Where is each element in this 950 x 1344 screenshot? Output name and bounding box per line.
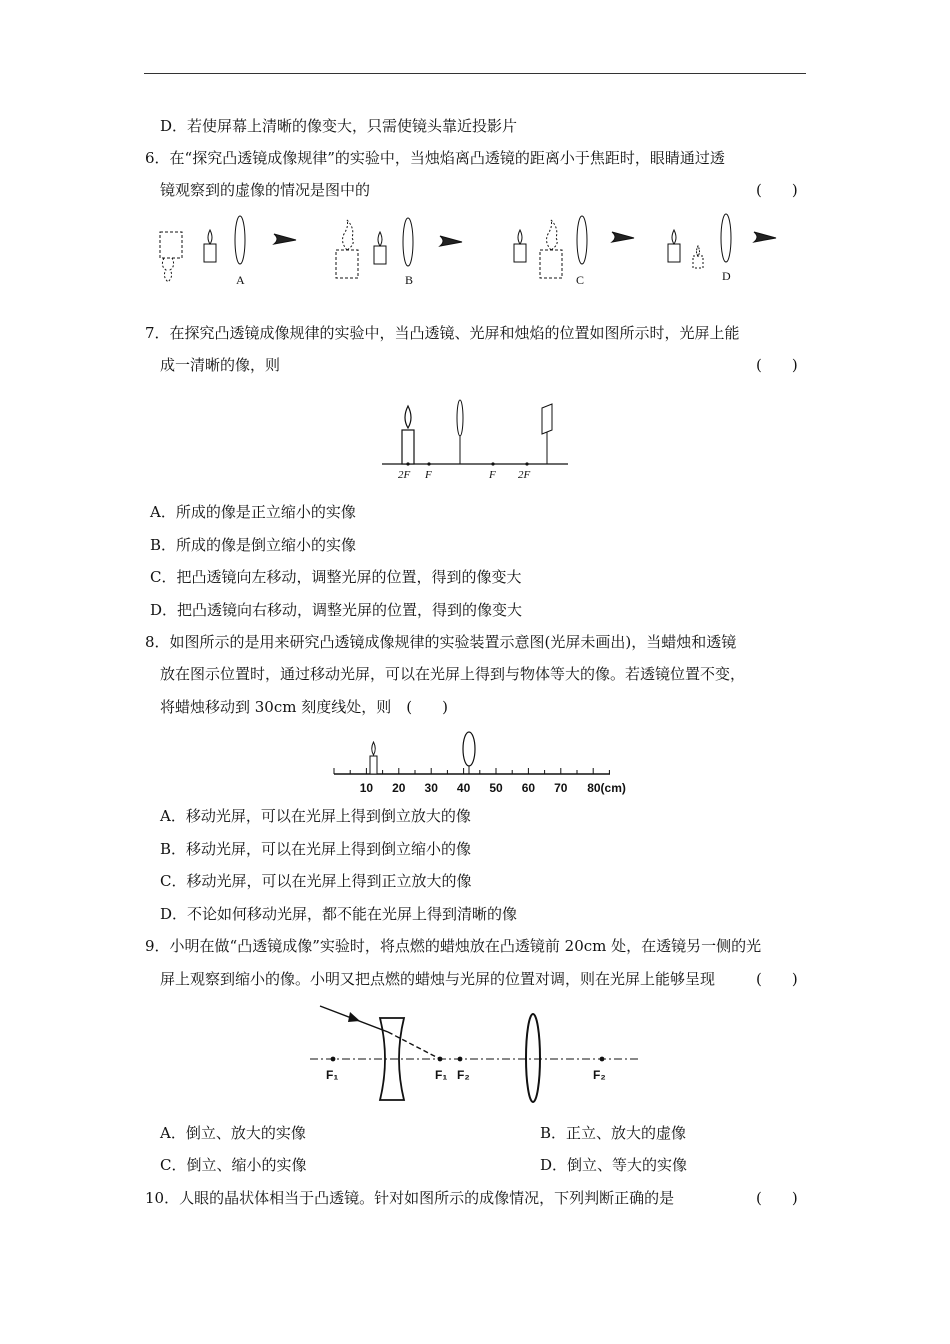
eye-icon xyxy=(274,234,296,244)
candle-body xyxy=(374,246,386,264)
axis-point-2f-right xyxy=(525,462,528,465)
convex-lens xyxy=(526,1014,540,1102)
q8-option-d: D．不论如何移动光屏，都不能在光屏上得到清晰的像 xyxy=(160,905,518,923)
header-rule xyxy=(144,73,806,74)
axis-label: 2F xyxy=(398,469,411,481)
candle-flame xyxy=(208,230,212,244)
candle-body xyxy=(402,430,414,464)
q10-answer-paren: ( ) xyxy=(756,1189,798,1207)
axis-point-f-left xyxy=(427,462,430,465)
q7-option-d: D．把凸透镜向右移动，调整光屏的位置，得到的像变大 xyxy=(150,601,523,619)
candle-flame xyxy=(372,742,376,755)
candle-body xyxy=(668,244,680,262)
virtual-candle-body xyxy=(540,250,562,278)
axis-point-2f-left xyxy=(406,462,409,465)
axis-label: 2F xyxy=(518,469,531,481)
q9-option-d: D．倒立、等大的实像 xyxy=(540,1156,688,1174)
q7-stem-line1: 7．在探究凸透镜成像规律的实验中，当凸透镜、光屏和烛焰的位置如图所示时，光屏上能 xyxy=(145,324,740,342)
q5-option-d: D．若使屏幕上清晰的像变大，只需使镜头靠近投影片 xyxy=(160,117,518,135)
virtual-flame xyxy=(547,220,558,250)
q7-option-c: C．把凸透镜向左移动，调整光屏的位置，得到的像变大 xyxy=(150,568,522,586)
virtual-candle-body xyxy=(160,232,182,258)
q8-option-a: A．移动光屏，可以在光屏上得到倒立放大的像 xyxy=(160,807,471,825)
convex-lens xyxy=(403,218,413,266)
q8-option-c: C．移动光屏，可以在光屏上得到正立放大的像 xyxy=(160,872,472,890)
virtual-candle-body-small xyxy=(693,256,703,268)
q6-figure-c xyxy=(514,216,634,287)
candle-flame xyxy=(518,230,522,244)
q9-option-c: C．倒立、缩小的实像 xyxy=(160,1156,307,1174)
candle-flame xyxy=(405,406,411,428)
axis-point-f-right xyxy=(491,462,494,465)
q6-label-c: C xyxy=(576,273,585,287)
q6-label-d: D xyxy=(722,269,731,283)
q7-figure xyxy=(380,398,570,486)
eye-icon xyxy=(612,232,634,242)
convex-lens xyxy=(577,216,587,264)
q6-stem-line1: 6．在“探究凸透镜成像规律”的实验中，当烛焰离凸透镜的距离小于焦距时，眼睛通过透 xyxy=(145,149,725,167)
q9-option-a: A．倒立、放大的实像 xyxy=(160,1124,306,1142)
ruler-label: 80(cm) xyxy=(587,781,626,795)
q6-answer-paren: ( ) xyxy=(756,181,798,199)
refracted-ray-extension xyxy=(388,1032,440,1059)
convex-lens xyxy=(721,214,731,262)
q8-stem-line3: 将蜡烛移动到 30cm 刻度线处，则 ( ) xyxy=(160,698,448,716)
q6-label-a: A xyxy=(236,273,245,287)
ruler-labels xyxy=(360,781,626,795)
focus-point xyxy=(458,1057,463,1062)
virtual-flame-inverted xyxy=(162,258,173,282)
convex-lens xyxy=(457,400,463,436)
q6-stem-line2: 镜观察到的虚像的情况是图中的 xyxy=(160,181,371,199)
q6-figure-d xyxy=(668,214,776,283)
ruler-label: 40 xyxy=(456,781,471,795)
candle-body xyxy=(514,244,526,262)
convex-lens xyxy=(235,216,245,264)
q9-stem-line1: 9．小明在做“凸透镜成像”实验时，将点燃的蜡烛放在凸透镜前 20cm 处，在透镜另一侧的光 xyxy=(145,937,762,955)
ruler-label: 20 xyxy=(392,781,406,795)
candle-body xyxy=(204,244,216,262)
ruler-label: 50 xyxy=(489,781,503,795)
q9-option-b: B．正立、放大的虚像 xyxy=(540,1124,687,1142)
ray-arrow xyxy=(348,1012,360,1022)
axis-label: F xyxy=(489,469,496,481)
candle-body xyxy=(370,756,377,774)
focus-label: F₂ xyxy=(593,1068,606,1082)
light-screen xyxy=(542,404,552,434)
q9-answer-paren: ( ) xyxy=(756,970,798,988)
candle-flame xyxy=(378,232,382,246)
convex-lens xyxy=(463,732,475,766)
focus-point xyxy=(438,1057,443,1062)
ruler-label: 10 xyxy=(359,781,374,795)
focus-label: F₁ xyxy=(326,1068,339,1082)
focus-point xyxy=(600,1057,605,1062)
axis-label: F xyxy=(425,469,432,481)
ruler-label: 60 xyxy=(521,781,536,795)
focus-label: F₂ xyxy=(457,1068,470,1082)
q10-stem-line1: 10．人眼的晶状体相当于凸透镜。针对如图所示的成像情况，下列判断正确的是 xyxy=(145,1189,675,1207)
q8-ruler-figure xyxy=(330,728,640,798)
q6-figure-b xyxy=(336,218,462,287)
q7-answer-paren: ( ) xyxy=(756,356,798,374)
q7-stem-line2: 成一清晰的像，则 xyxy=(160,356,281,374)
eye-icon xyxy=(440,236,462,246)
ruler-label: 30 xyxy=(424,781,438,795)
q7-option-b: B．所成的像是倒立缩小的实像 xyxy=(150,536,357,554)
virtual-flame-small xyxy=(697,246,700,256)
virtual-flame xyxy=(343,220,354,250)
q9-figure xyxy=(300,1000,650,1112)
focus-label: F₁ xyxy=(435,1068,448,1082)
q6-figure-options xyxy=(150,210,790,290)
q8-stem-line2: 放在图示位置时，通过移动光屏，可以在光屏上得到与物体等大的像。若透镜位置不变， xyxy=(160,665,746,683)
q7-option-a: A．所成的像是正立缩小的实像 xyxy=(150,503,356,521)
candle-flame xyxy=(672,230,676,244)
virtual-candle-body xyxy=(336,250,358,278)
q9-stem-line2: 屏上观察到缩小的像。小明又把点燃的蜡烛与光屏的位置对调，则在光屏上能够呈现 xyxy=(160,970,716,988)
q8-option-b: B．移动光屏，可以在光屏上得到倒立缩小的像 xyxy=(160,840,472,858)
focus-point xyxy=(331,1057,336,1062)
q6-figure-a xyxy=(160,216,296,287)
q6-label-b: B xyxy=(405,273,414,287)
eye-icon xyxy=(754,232,776,242)
q8-stem-line1: 8．如图所示的是用来研究凸透镜成像规律的实验装置示意图(光屏未画出)，当蜡烛和透镜 xyxy=(145,633,737,651)
ruler-label: 70 xyxy=(554,781,568,795)
